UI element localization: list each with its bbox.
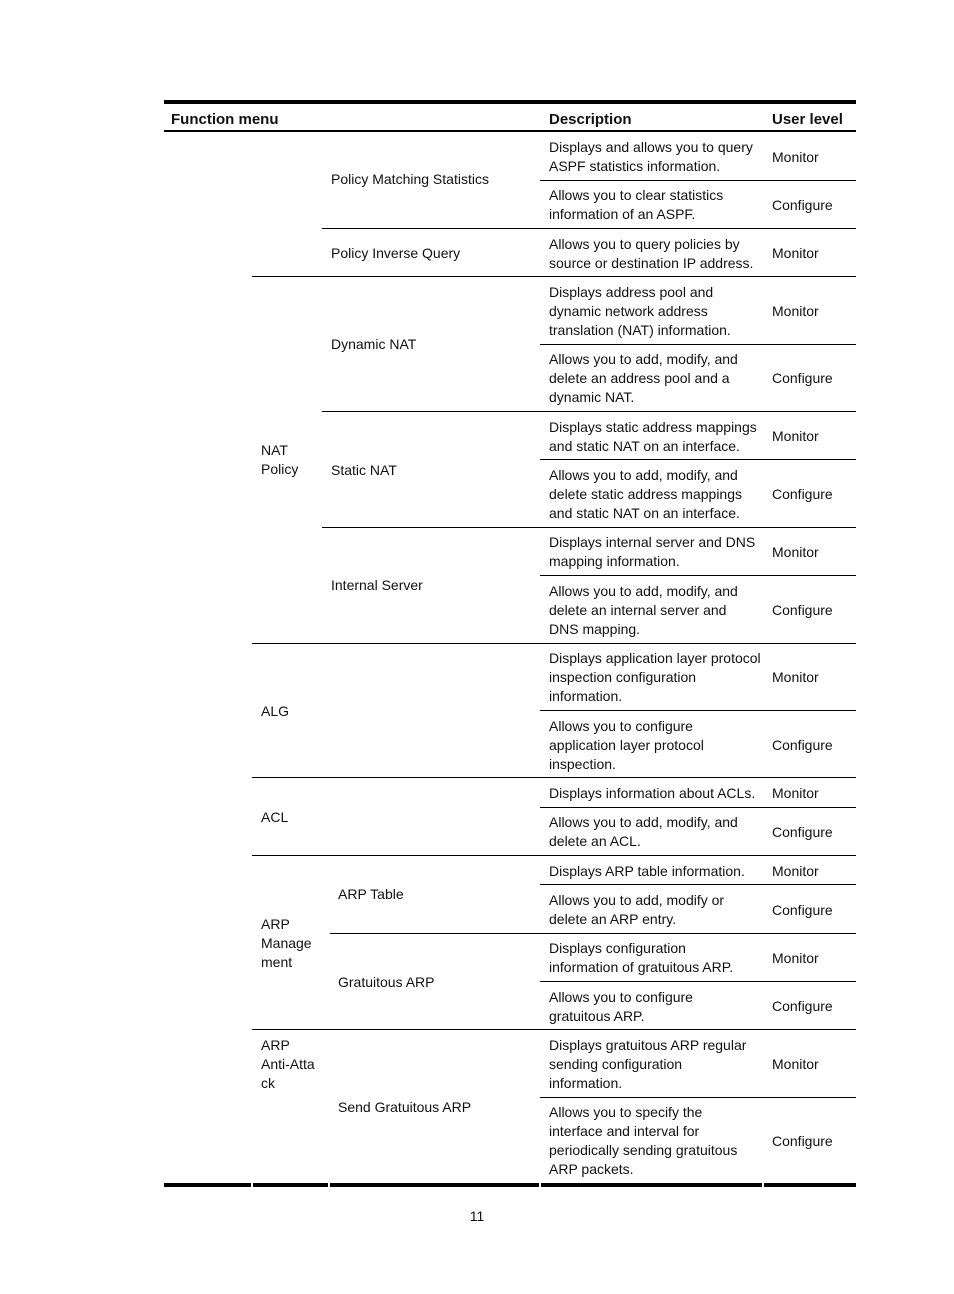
description-cell: Displays application layer protocol inspection configuration information. — [549, 650, 761, 704]
submenu-send-gratuitous-arp: Send Gratuitous ARP — [338, 1099, 472, 1115]
row-divider — [540, 575, 856, 576]
table-bottom-border — [253, 1183, 328, 1187]
row-divider — [540, 344, 856, 345]
user-level-cell: Monitor — [772, 669, 819, 685]
description-cell: Allows you to add, modify, and delete an address pool and a dynamic NAT. — [549, 351, 738, 405]
table-bottom-border — [164, 1183, 251, 1187]
row-divider — [252, 643, 856, 644]
description-cell: Allows you to add, modify, and delete an internal server and DNS mapping. — [549, 583, 738, 637]
submenu-dynamic-nat: Dynamic NAT — [331, 336, 417, 352]
description-cell: Displays gratuitous ARP regular sending configuration information. — [549, 1037, 747, 1091]
row-divider — [322, 228, 856, 229]
description-cell: Allows you to add, modify, and delete an ACL. — [549, 814, 738, 849]
user-level-cell: Monitor — [772, 1056, 819, 1072]
row-divider — [330, 933, 856, 934]
menu-nat-policy: NAT Policy — [261, 442, 299, 477]
user-level-cell: Monitor — [772, 544, 819, 560]
user-level-cell: Configure — [772, 197, 833, 213]
row-divider — [252, 777, 856, 778]
table-bottom-border — [330, 1183, 539, 1187]
submenu-policy-matching-statistics: Policy Matching Statistics — [331, 171, 489, 187]
row-divider — [252, 1029, 856, 1030]
user-level-cell: Monitor — [772, 950, 819, 966]
header-user-level: User level — [772, 111, 843, 128]
submenu-static-nat: Static NAT — [331, 462, 397, 478]
user-level-cell: Configure — [772, 737, 833, 753]
user-level-cell: Configure — [772, 824, 833, 840]
user-level-cell: Configure — [772, 602, 833, 618]
row-divider — [540, 1097, 856, 1098]
table-bottom-border — [764, 1183, 856, 1187]
user-level-cell: Monitor — [772, 428, 819, 444]
header-divider — [164, 130, 856, 132]
user-level-cell: Monitor — [772, 863, 819, 879]
description-cell: Displays and allows you to query ASPF statistics information. — [549, 139, 753, 174]
header-description: Description — [549, 111, 632, 128]
description-cell: Allows you to configure gratuitous ARP. — [549, 989, 693, 1024]
header-function-menu: Function menu — [171, 111, 279, 128]
user-level-cell: Monitor — [772, 303, 819, 319]
row-divider — [540, 710, 856, 711]
description-cell: Allows you to query policies by source or destination IP address. — [549, 236, 754, 271]
description-cell: Displays address pool and dynamic network address translation (NAT) information. — [549, 284, 731, 338]
row-divider — [540, 807, 856, 808]
row-divider — [540, 981, 856, 982]
user-level-cell: Configure — [772, 486, 833, 502]
user-level-cell: Monitor — [772, 245, 819, 261]
description-cell: Displays information about ACLs. — [549, 785, 756, 801]
menu-arp-management: ARP Manage ment — [261, 916, 312, 970]
user-level-cell: Configure — [772, 1133, 833, 1149]
description-cell: Allows you to configure application layer protocol inspection. — [549, 718, 704, 772]
user-level-cell: Configure — [772, 902, 833, 918]
description-cell: Displays static address mappings and static NAT on an interface. — [549, 419, 757, 454]
menu-arp-anti-attack: ARP Anti-Atta ck — [261, 1037, 315, 1091]
description-cell: Allows you to specify the interface and interval for periodically sending gratuitous ARP packets. — [549, 1104, 738, 1177]
description-cell: Displays configuration information of gratuitous ARP. — [549, 940, 734, 975]
row-divider — [540, 884, 856, 885]
row-divider — [322, 527, 856, 528]
row-divider — [252, 855, 856, 856]
description-cell: Allows you to add, modify, and delete static address mappings and static NAT on an interface. — [549, 467, 742, 521]
user-level-cell: Configure — [772, 370, 833, 386]
menu-acl: ACL — [261, 809, 289, 825]
row-divider — [540, 459, 856, 460]
submenu-arp-table: ARP Table — [338, 886, 404, 902]
menu-alg: ALG — [261, 703, 290, 719]
description-cell: Displays internal server and DNS mapping information. — [549, 534, 756, 569]
submenu-gratuitous-arp: Gratuitous ARP — [338, 974, 435, 990]
row-divider — [322, 411, 856, 412]
description-cell: Displays ARP table information. — [549, 863, 745, 879]
user-level-cell: Monitor — [772, 785, 819, 801]
table-bottom-border — [541, 1183, 762, 1187]
page-number: 11 — [469, 1208, 485, 1224]
user-level-cell: Configure — [772, 998, 833, 1014]
row-divider — [252, 276, 856, 277]
description-cell: Allows you to clear statistics information of an ASPF. — [549, 187, 724, 222]
table-top-border — [164, 100, 856, 104]
row-divider — [540, 180, 856, 181]
user-level-cell: Monitor — [772, 149, 819, 165]
submenu-internal-server: Internal Server — [331, 577, 423, 593]
submenu-policy-inverse-query: Policy Inverse Query — [331, 245, 461, 261]
description-cell: Allows you to add, modify or delete an ARP entry. — [549, 892, 725, 927]
